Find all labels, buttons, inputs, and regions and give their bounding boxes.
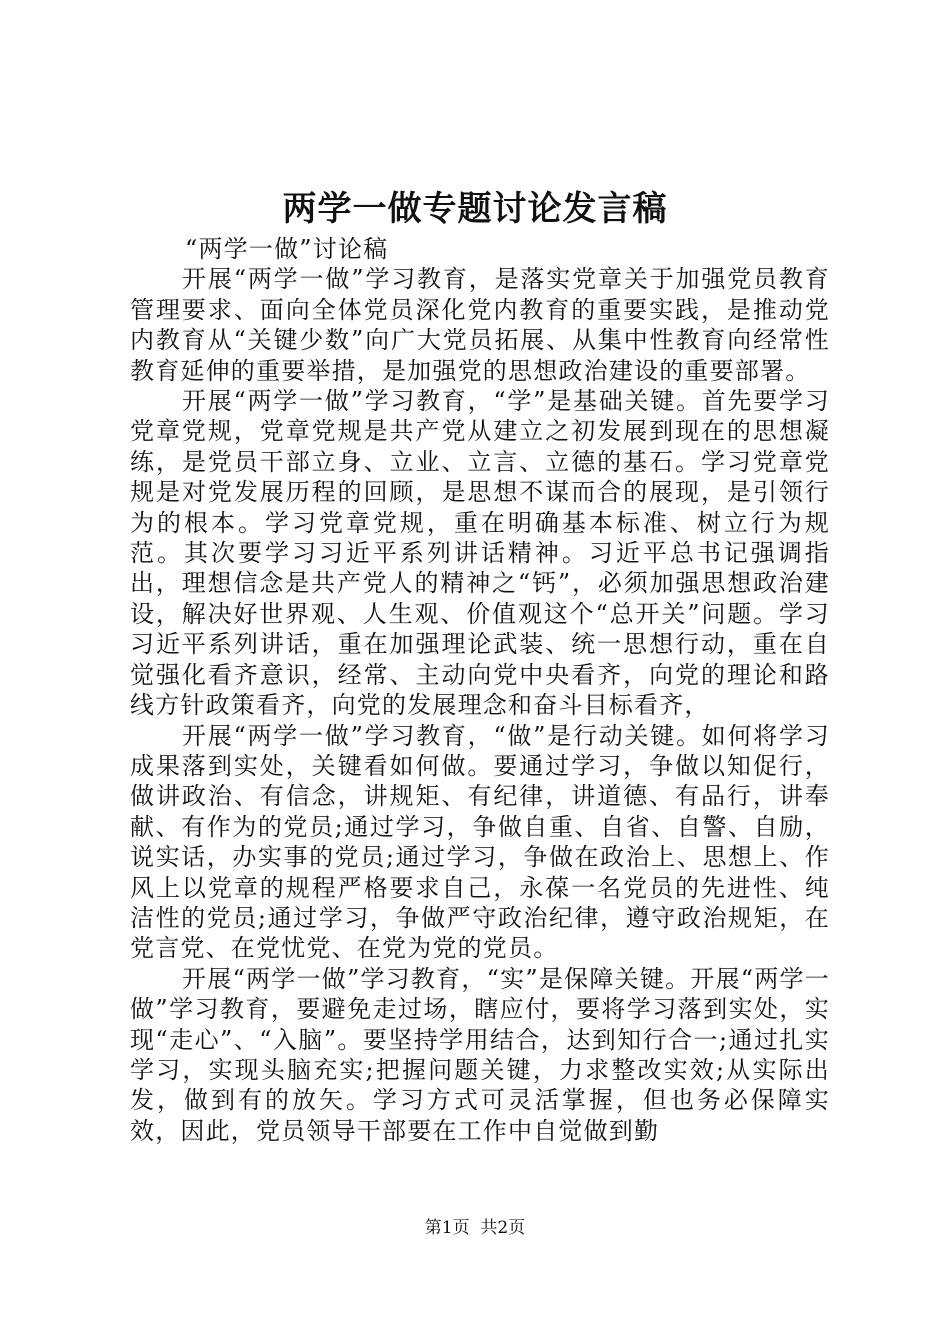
paragraph-study: 开展“两学一做”学习教育，“学”是基础关键。首先要学习党章党规，党章党规是共产党从建立之初发展到现在的思想凝练，是党员干部立身、立业、立言、立德的基石。学习党章党规是对党发展历程的回顾，是思想不谋而合的展现，是引领行为的根本。学习党章党规，重在明确基本标准、树立行为规范。其次要学习习近平系列讲话精神。习近平总书记强调指出，理想信念是共产党人的精神之“钙”，必须加强思想政治建设，解决好世界观、人生观、价值观这个“总开关”问题。学习习近平系列讲话，重在加强理论武装、统一思想行动，重在自觉强化看齐意识，经常、主动向党中央看齐，向党的理论和路线方针政策看齐，向党的发展理念和奋斗目标看齐， xyxy=(130,387,830,720)
page-total: 共2页 xyxy=(480,1218,526,1238)
paragraph-intro: 开展“两学一做”学习教育，是落实党章关于加强党员教育管理要求、面向全体党员深化党内教育的重要实践，是推动党内教育从“关键少数”向广大党员拓展、从集中性教育向经常性教育延伸的重要举措，是加强党的思想政治建设的重要部署。 xyxy=(130,265,830,385)
paragraph-implementation: 开展“两学一做”学习教育，“实”是保障关键。开展“两学一做”学习教育，要避免走过场，瞎应付，要将学习落到实处，实现“走心”、“入脑”。要坚持学用结合，达到知行合一;通过扎实学习，实现头脑充实;把握问题关键，力求整改实效;从实际出发，做到有的放矢。学习方式可灵活掌握，但也务必保障实效，因此，党员领导干部要在工作中自觉做到勤 xyxy=(130,964,830,1145)
document-body xyxy=(130,234,830,1146)
document-subtitle: “两学一做”讨论稿 xyxy=(185,235,389,263)
page-number: 第1页 xyxy=(424,1218,470,1238)
document-title: 两学一做专题讨论发言稿 xyxy=(282,189,668,229)
paragraph-action: 开展“两学一做”学习教育，“做”是行动关键。如何将学习成果落到实处，关键看如何做。要通过学习，争做以知促行，做讲政治、有信念，讲规矩、有纪律，讲道德、有品行，讲奉献、有作为的党员;通过学习，争做自重、自省、自警、自励，说实话，办实事的党员;通过学习，争做在政治上、思想上、作风上以党章的规程严格要求自己，永葆一名党员的先进性、纯洁性的党员;通过学习，争做严守政治纪律，遵守政治规矩，在党言党、在党忧党、在党为党的党员。 xyxy=(130,721,830,963)
page-footer xyxy=(0,1216,950,1240)
